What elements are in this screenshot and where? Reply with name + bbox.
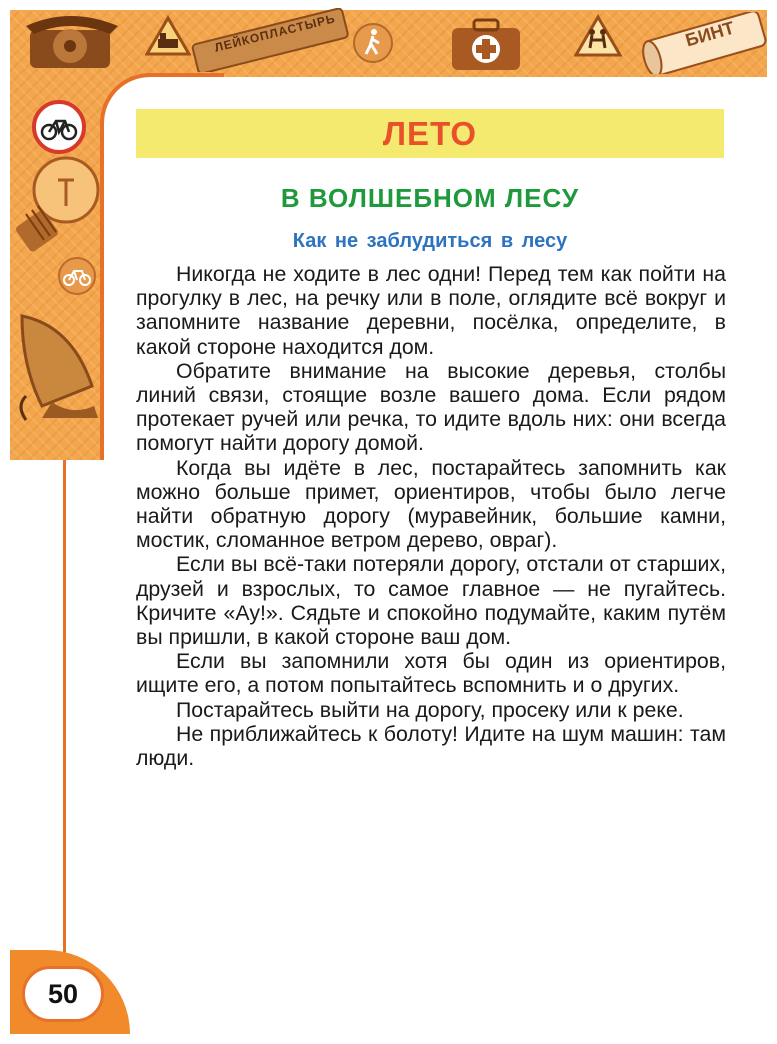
bicycle-small-icon — [54, 256, 100, 296]
body-text — [136, 262, 726, 770]
margin-line — [63, 460, 66, 960]
paragraph: Никогда не ходите в лес одни! Перед тем как пойти на прогулку в лес, на речку или в поле, оглядите всё вокруг и запомните название деревни, посёлка, определите, в какой стороне находится дом. — [136, 262, 726, 359]
plaster-label: ЛЕЙКОПЛАСТЫРЬ — [213, 11, 337, 55]
first-aid-kit-icon — [446, 14, 526, 74]
page-number: 50 — [22, 966, 104, 1022]
chapter-title-bar — [136, 109, 724, 158]
children-crossing-sign-icon — [574, 14, 622, 58]
bandage-label: БИНТ — [683, 17, 737, 51]
bicycle-sign-icon — [32, 100, 86, 154]
telephone-icon — [18, 12, 128, 72]
paragraph: Постарайтесь выйти на дорогу, просеку или к реке. — [176, 697, 684, 722]
chapter-title: ЛЕТО — [382, 114, 478, 152]
paragraph: Когда вы идёте в лес, постарайтесь запомнить как можно больше примет, ориентиров, чтобы было легче найти обратную дорогу (муравейник, большие камни, мостик, сломанное ветром дерево, овраг). — [136, 455, 726, 553]
pedestrian-sign-icon — [352, 22, 394, 64]
subsection-title: Как не заблудиться в лесу — [292, 230, 568, 252]
paragraph: Обратите внимание на высокие деревья, столбы линий связи, стоящие возле вашего дома. Если рядом протекает ручей или речка, то идите вдоль них: они всегда помогут найти дорогу домой. — [136, 358, 726, 456]
paragraph: Если вы всё-таки потеряли дорогу, отстали от старших, друзей и взрослых, то самое главное — не пугайтесь. Кричите «Ау!». Сядьте и спокойно подумайте, каким путём вы пришли, в какой стороне ваш дом. — [136, 552, 726, 650]
iron-icon — [12, 306, 104, 424]
light-bulb-icon — [14, 150, 104, 260]
section-title: В ВОЛШЕБНОМ ЛЕСУ — [280, 183, 580, 213]
paragraph: Если вы запомнили хотя бы один из ориентиров, ищите его, а потом попытайтесь вспомнить и о других. — [136, 649, 726, 698]
left-margin — [10, 460, 104, 1034]
paragraph: Не приближайтесь к болоту! Идите на шум машин: там люди. — [136, 721, 726, 771]
